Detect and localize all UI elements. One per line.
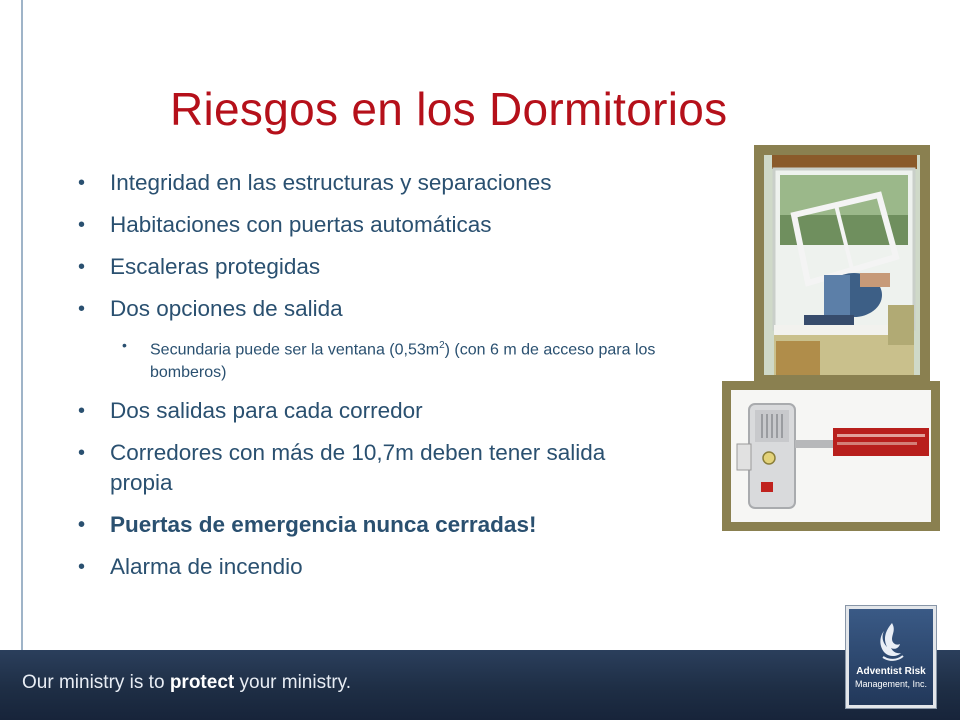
sub-bullet-text-end: ) (con 6 m de acceso para los bomberos) [150,341,656,382]
sub-bullet-text: Secundaria puede ser la ventana (0,53m [150,341,440,359]
bullet-item [78,438,698,498]
bullet-text: Puertas de emergencia nunca cerradas! [110,512,537,538]
window-photo-frame [754,145,930,383]
window-escape-illustration [764,155,920,375]
bullet-text: Alarma de incendio [110,554,303,580]
logo-subname: Management, Inc. [854,679,928,689]
window-photo [764,155,920,375]
alarm-photo [731,390,931,522]
bullet-item [78,252,698,282]
company-logo [846,606,936,708]
bullet-text: Dos opciones de salida [110,296,343,321]
tagline-bold: protect [169,672,235,693]
bullet-dot-icon: • [78,214,86,236]
bullet-item [78,396,698,426]
bullet-dot-icon: • [78,442,86,465]
bullet-list [78,168,698,582]
left-accent-line [21,0,23,650]
bullet-item [78,294,698,324]
superscript: 2 [439,340,445,351]
tagline-end: your ministry. [234,672,352,693]
bullet-text: Corredores con más de 10,7m deben tener salida propia [110,440,606,496]
logo-name: Adventist Risk [856,666,926,677]
bullet-text: Escaleras protegidas [110,254,321,279]
door-alarm-illustration [731,390,931,522]
tagline-start: Our ministry is to [22,672,170,693]
bullet-item [78,510,698,540]
bullet-item [78,168,698,198]
flame-logo-icon [877,621,907,661]
bullet-dot-icon: • [122,337,127,353]
bullet-item [78,552,698,582]
bullet-dot-icon: • [78,400,86,423]
bullet-dot-icon: • [78,256,86,278]
bullet-text: Habitaciones con puertas automáticas [110,212,492,237]
bullet-text: Dos salidas para cada corredor [110,398,423,424]
bullet-item [78,210,698,240]
footer-tagline [22,672,351,694]
slide-title: Riesgos en los Dormitorios [170,83,728,135]
bullet-dot-icon: • [78,172,86,194]
footer-bar [0,650,960,720]
alarm-photo-frame [722,381,940,531]
bullet-dot-icon: • [78,514,86,537]
sub-bullet-item [78,334,698,384]
bullet-dot-icon: • [78,298,86,320]
bullet-dot-icon: • [78,556,86,579]
bullet-text: Integridad en las estructuras y separaciones [110,170,552,195]
